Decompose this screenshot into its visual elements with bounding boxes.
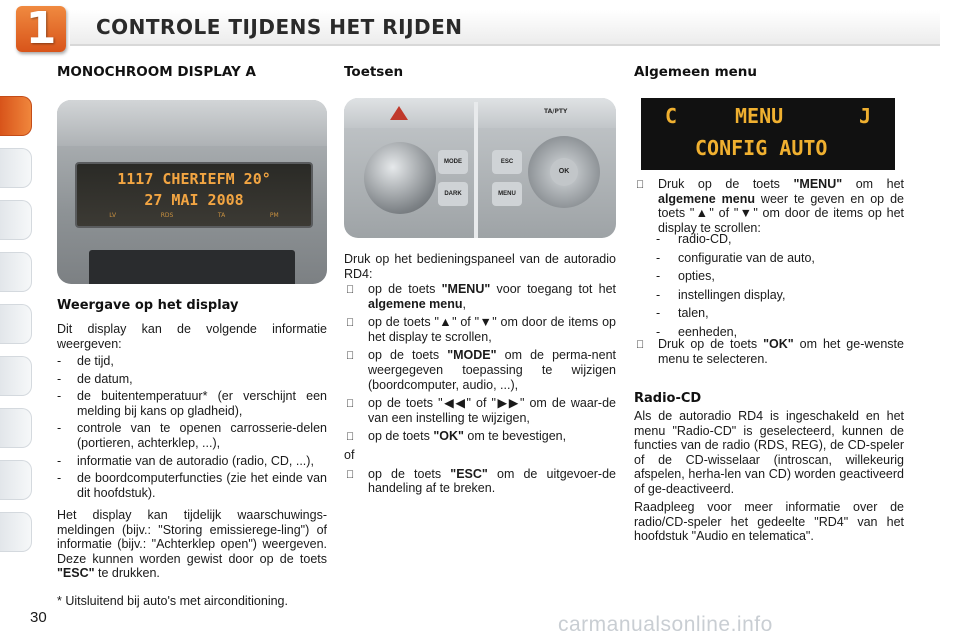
radio-cd-heading: Radio-CD [634, 391, 702, 406]
list-item: op de toets "OK" om te bevestigen, [344, 429, 616, 444]
keys-intro: Druk op het bedieningspaneel van de autoradio RD4: [344, 252, 616, 281]
divider-line [474, 102, 478, 238]
monochrome-display-photo [57, 100, 327, 284]
lcd-indicator: PM [269, 212, 279, 219]
page-number: 30 [30, 609, 47, 626]
list-item: op de toets "MENU" voor toegang tot het algemene menu, [344, 282, 616, 311]
list-item: - de boordcomputerfuncties (zie het einde van dit hoofdstuk). [57, 471, 327, 500]
chapter-tab[interactable] [0, 252, 32, 292]
list-item: Druk op de toets "MENU" om het algemene menu weer te geven en op de toets "▲" of "▼" om door de items op het display te scrollen: [634, 177, 904, 235]
list-item: - opties, [656, 269, 715, 284]
list-item: - configuratie van de auto, [656, 250, 815, 265]
chapter-tab[interactable] [0, 460, 32, 500]
bullet-icon [636, 178, 644, 193]
radio-control-panel-photo [344, 98, 616, 238]
list-item: - eenheden, [656, 324, 738, 339]
chapter-tab[interactable] [0, 304, 32, 344]
general-menu-items [656, 232, 896, 344]
list-item: op de toets "◀◀" of "▶▶" om de waar-de van een instelling te wijzigen, [344, 396, 616, 425]
arrow-up-icon: ▲ [438, 315, 453, 330]
menu-button: MENU [492, 182, 522, 206]
list-item: - informatie van de autoradio (radio, CD, ...), [57, 453, 314, 468]
fast-forward-icon: ▶▶ [495, 396, 520, 411]
menu-display-item: CONFIG AUTO [695, 136, 828, 160]
general-menu-select [634, 337, 904, 370]
list-item: - instellingen display, [656, 287, 786, 302]
volume-knob [364, 142, 436, 214]
chapter-tab[interactable] [0, 408, 32, 448]
lcd-indicator: LV [109, 212, 117, 219]
arrow-up-icon: ▲ [694, 206, 710, 221]
list-item: - de datum, [57, 371, 133, 386]
arrow-down-icon: ▼ [479, 315, 493, 330]
footnote: * Uitsluitend bij auto's met airconditioning. [57, 594, 288, 608]
list-item: - talen, [656, 306, 709, 321]
menu-display-right: J [859, 104, 872, 128]
ta-pty-button: TA/PTY [544, 108, 568, 115]
lcd-indicator: RDS [160, 212, 174, 219]
menu-display-left: C [665, 104, 678, 128]
general-menu-steps [634, 177, 904, 239]
bullet-icon [346, 430, 354, 445]
esc-button: ESC [492, 150, 522, 174]
list-item: - controle van te openen carrosserie-delen (portieren, achterklep, ...), [57, 421, 327, 450]
list-item: Druk op de toets "OK" om het ge-wenste menu te selecteren. [634, 337, 904, 366]
list-item: - radio-CD, [656, 232, 732, 246]
display-info-list [57, 354, 327, 503]
chapter-tab[interactable] [0, 356, 32, 396]
list-item: op de toets "ESC" om de uitgevoer-de handeling af te breken. [344, 467, 616, 496]
arrow-down-icon: ▼ [738, 206, 754, 221]
watermark: carmanualsonline.info [558, 613, 773, 636]
lcd-line-1: 1117 CHERIEFM 20° [117, 170, 271, 188]
lcd-line-2: 27 MAI 2008 [144, 191, 244, 209]
list-item: - de buitentemperatuur* (er verschijnt een melding bij kans op gladheid), [57, 389, 327, 418]
menu-display-photo [641, 98, 895, 170]
bullet-icon [346, 349, 354, 364]
radio-cd-reference: Raadpleeg voor meer informatie over de radio/CD-speler het gedeelte "RD4" van het hoofdstuk "Audio en telematica". [634, 500, 904, 544]
bullet-icon [346, 283, 354, 298]
bullet-icon [346, 468, 354, 483]
chapter-number: 1 [25, 3, 57, 54]
dark-button: DARK [438, 182, 468, 206]
ok-button: OK [550, 158, 578, 186]
list-item: op de toets "MODE" om de perma-nent weergegeven toepassing te wijzigen (boordcomputer, audio, ...), [344, 348, 616, 392]
panel-top [344, 98, 616, 128]
chapter-tab[interactable] [0, 200, 32, 240]
display-heading: MONOCHROOM DISPLAY A [57, 64, 256, 80]
radio-cd-text: Als de autoradio RD4 is ingeschakeld en het menu "Radio-CD" is geselecteerd, kunnen de functies van de radio (RDS, REG), de CD-speler of de CD-wisselaar (introscan, willekeurig afspelen, herha-len van CD) worden geactiveerd of ge-deactiveerd. [634, 409, 904, 496]
dash-top [57, 100, 327, 146]
list-item: - de tijd, [57, 354, 114, 368]
bullet-icon [636, 338, 644, 353]
lcd-screen [75, 162, 313, 228]
mode-button: MODE [438, 150, 468, 174]
list-item: op de toets "▲" of "▼" om door de items op het display te scrollen, [344, 315, 616, 344]
display-warning-text: Het display kan tijdelijk waarschuwings-meldingen (bijv.: "Storing emissierege-ling") of informatie (bijv.: "Achterklep open") weergeven. Deze kunnen worden gewist door op de toets "ESC" te drukken. [57, 508, 327, 581]
bullet-icon [346, 397, 354, 412]
rewind-icon: ◀◀ [442, 396, 467, 411]
hazard-icon [390, 106, 408, 120]
chapter-tabs [0, 66, 40, 576]
keys-heading: Toetsen [344, 64, 404, 80]
general-menu-heading: Algemeen menu [634, 64, 758, 80]
chapter-tab-active[interactable] [0, 96, 32, 136]
list-separator: of [344, 447, 355, 462]
display-intro: Dit display kan de volgende informatie weergeven: [57, 322, 327, 351]
lcd-indicators [87, 212, 301, 219]
menu-display-title: MENU [735, 104, 784, 128]
dash-slot [89, 250, 295, 284]
lcd-indicator: TA [217, 212, 226, 219]
bullet-icon [346, 316, 354, 331]
page-title: CONTROLE TIJDENS HET RIJDEN [96, 15, 463, 39]
chapter-tab[interactable] [0, 148, 32, 188]
keys-list [344, 282, 616, 500]
display-sub-heading: Weergave op het display [57, 298, 239, 313]
chapter-tab[interactable] [0, 512, 32, 552]
